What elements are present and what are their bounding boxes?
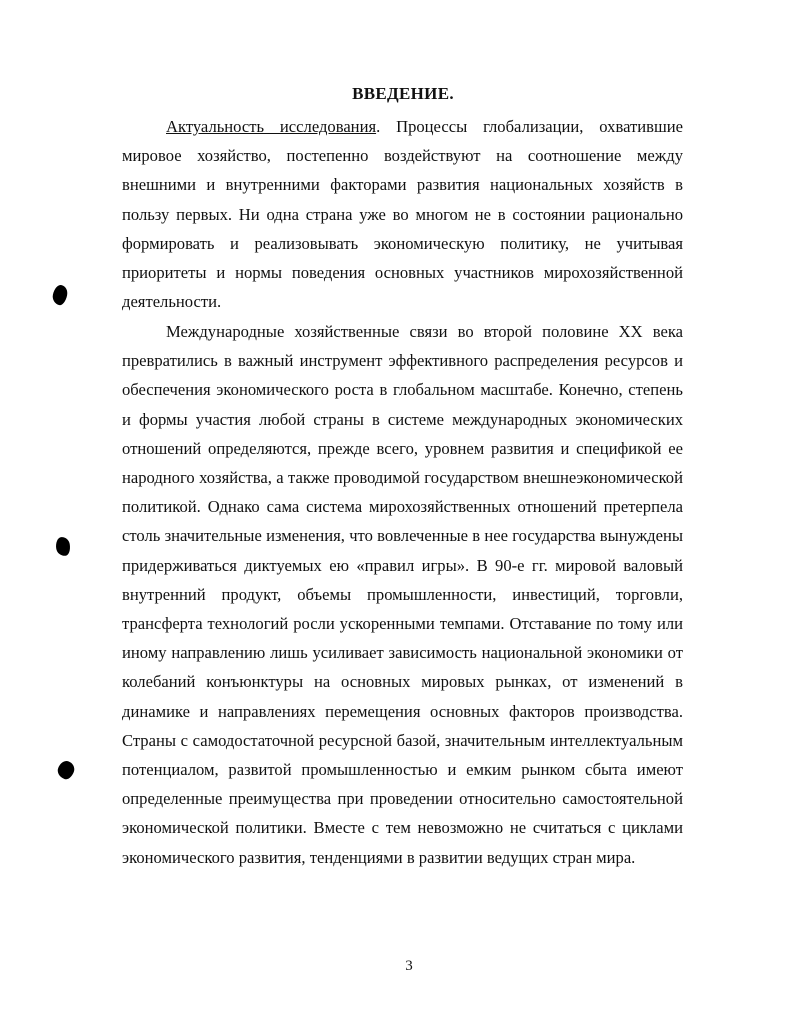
- paragraph-relevance: [122, 112, 683, 316]
- section-title: ВВЕДЕНИЕ.: [352, 84, 454, 103]
- binder-hole-mark-top: [51, 284, 69, 306]
- page-number: 3: [405, 958, 413, 974]
- paragraph-relevance-text: . Процессы глобализации, охватившие мировое хозяйство, постепенно воздействуют на соотношение между внешними и внутренними факторами развития национальных хозяйств в пользу первых. Ни одна страна уже во многом не в состоянии рационально формировать и реализовывать экономическую политику, не учитывая приоритеты и нормы поведения основных участников мирохозяйственной деятельности.: [122, 117, 684, 312]
- relevance-heading: Актуальность исследования: [166, 117, 377, 136]
- paragraph-international-relations: Международные хозяйственные связи во второй половине XX века превратились в важный инструмент эффективного распределения ресурсов и обеспечения экономического роста в глобальном масштабе. Конечно, степень и формы участия любой страны в системе международных экономических отношений определяются, прежде всего, уровнем развития и спецификой ее народного хозяйства, а также проводимой государством внешнеэкономической политикой. Однако сама система мирохозяйственных отношений претерпела столь значительные изменения, что вовлеченные в нее государства вынуждены придерживаться диктуемых ею «правил игры». В 90-е гг. мировой валовый внутренний продукт, объемы промышленности, инвестиций, торговли, трансферта технологий росли ускоренными темпами. Отставание по тому или иному направлению лишь усиливает зависимость национальной экономики от колебаний конъюнктуры на основных мировых рынках, от изменений в динамике и направлениях перемещения основных факторов производства. Страны с самодостаточной ресурсной базой, значительным интеллектуальным потенциалом, развитой промышленностью и емким рынком сбыта имеют определенные преимущества при проведении относительно самостоятельной экономической политики. Вместе с тем невозможно не считаться с циклами экономического развития, тенденциями в развитии ведущих стран мира.: [122, 322, 683, 867]
- binder-hole-mark-middle: [55, 536, 72, 557]
- binder-hole-mark-bottom: [55, 759, 76, 781]
